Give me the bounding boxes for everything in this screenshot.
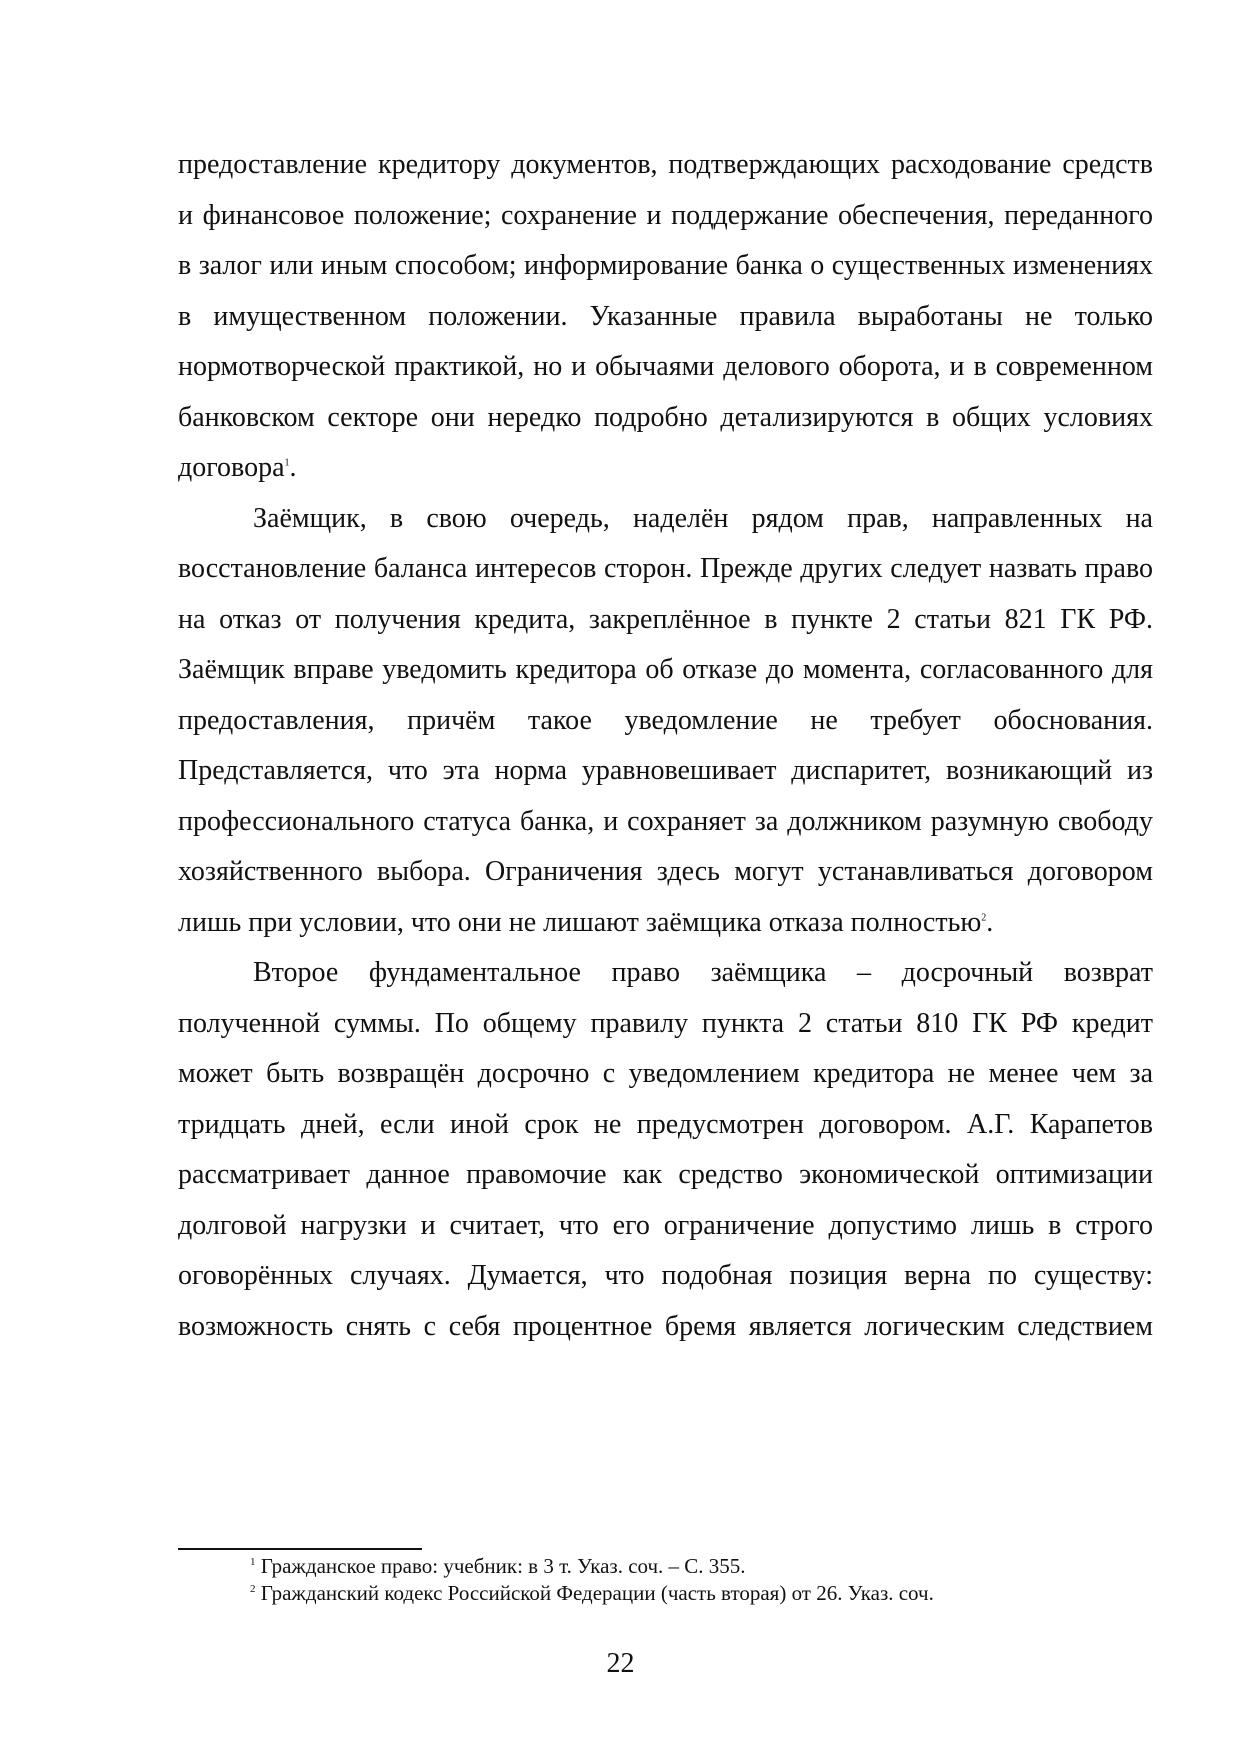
footnote-2-text: Гражданский кодекс Российской Федерации (часть вторая) от 26. Указ. соч. [255, 1581, 934, 1605]
paragraph-3-text: Второе фундаментальное право заёмщика – досрочный возврат полученной суммы. По общему правилу пункта 2 статьи 810 ГК РФ кредит может быть возвращён досрочно с уведомлением кредитора не менее чем за тридцать дней, если иной срок не предусмотрен договором. А.Г. Карапетов рассматривает данное правомочие как средство экономической оптимизации долговой нагрузки и считает, что его ограничение допустимо лишь в строго оговорённых случаях. Думается, что подобная позиция верна по существу: возможность снять с себя процентное бремя является логическим следствием [178, 957, 1153, 1342]
footnote-1 [250, 1553, 1150, 1580]
footnote-ref-2[interactable]: 2 [981, 912, 987, 924]
body-text [178, 140, 1153, 1352]
footnote-ref-1[interactable]: 1 [284, 457, 290, 469]
paragraph-1 [178, 140, 1153, 494]
paragraph-2 [178, 494, 1153, 949]
paragraph-1-tail: . [289, 452, 297, 483]
footnote-2 [250, 1580, 1150, 1607]
paragraph-2-text: Заёмщик, в свою очередь, наделён рядом прав, направленных на восстановление баланса интересов сторон. Прежде других следует назвать право на отказ от получения кредита, закреплённое в пункте 2 статьи 821 ГК РФ. Заёмщик вправе уведомить кредитора об отказе до момента, согласованного для предоставления, причём такое уведомление не требует обоснования. Представляется, что эта норма уравновешивает диспаритет, возникающий из профессионального статуса банка, и сохраняет за должником разумную свободу хозяйственного выбора. Ограничения здесь могут устанавливаться договором лишь при условии, что они не лишают заёмщика отказа полностью [178, 502, 1153, 938]
paragraph-3 [178, 948, 1153, 1352]
footnote-2-number: 2 [250, 1583, 256, 1595]
page-number: 22 [606, 1648, 635, 1679]
paragraph-2-tail: . [986, 906, 994, 938]
footnote-1-text: Гражданское право: учебник: в 3 т. Указ. соч. – С. 355. [255, 1554, 746, 1578]
footnote-separator [178, 1548, 422, 1550]
footnote-1-number: 1 [250, 1556, 256, 1568]
paragraph-1-text: предоставление кредитору документов, подтверждающих расходование средств и финансовое положение; сохранение и поддержание обеспечения, переданного в залог или иным способом; информирование банка о существенных изменениях в имущественном положении. Указанные правила выработаны не только нормотворческой практикой, но и обычаями делового оборота, и в современном банковском секторе они нередко подробно детализируются в общих условиях договора [178, 149, 1153, 483]
footnotes [250, 1553, 1150, 1607]
